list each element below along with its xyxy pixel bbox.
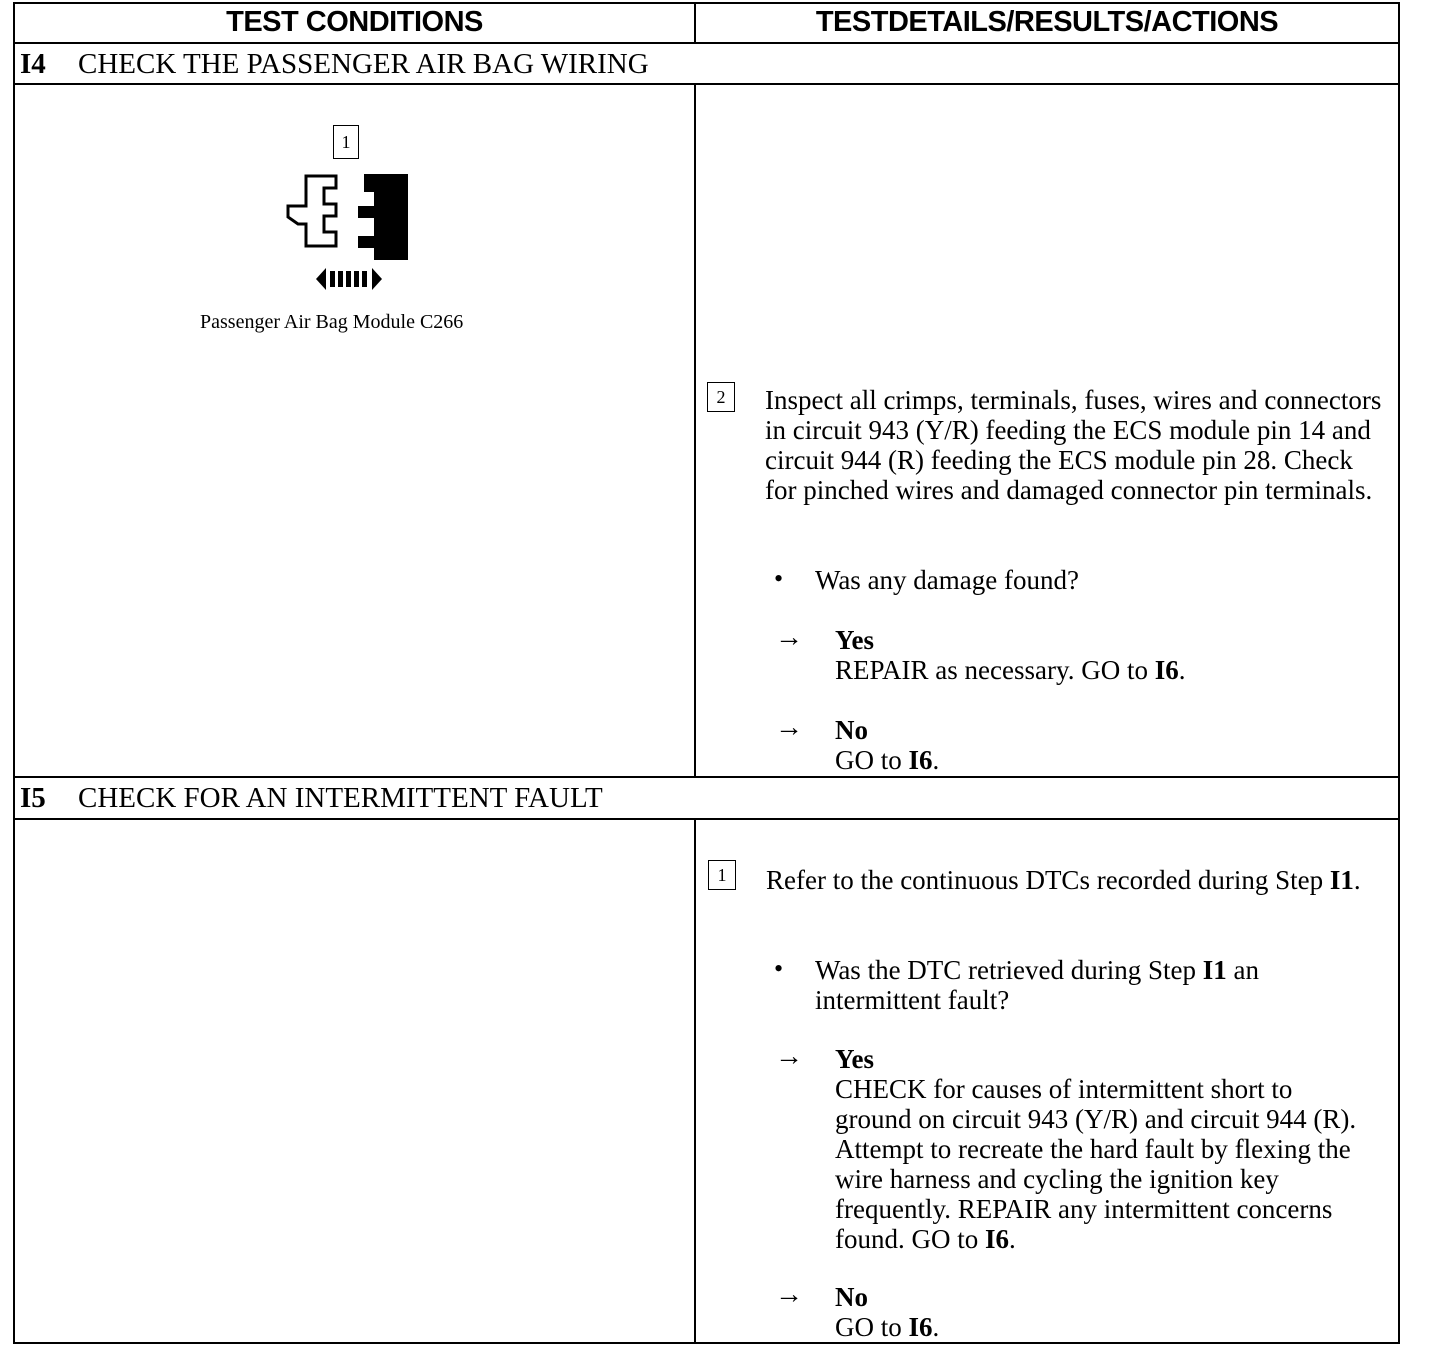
i4-yes-text: REPAIR as necessary. GO to I6. (835, 655, 1186, 685)
i4-no-goto: I6 (908, 745, 933, 775)
i4-left-step-box: 1 (333, 125, 359, 159)
i5-yes-text: CHECK for causes of intermittent short to ground on circuit 943 (Y/R) and circuit 944 (R). Attempt to recreate the hard fault by flexing the wire harness and cycling the ignition key frequently. REPAIR any intermittent concerns found. GO to I6. (835, 1074, 1357, 1254)
i4-no-text: GO to I6. (835, 745, 940, 775)
i4-yes-arrow: → (775, 622, 803, 653)
i5-question: Was the DTC retrieved during Step I1 an intermittent fault? (815, 955, 1259, 1015)
i4-step-id: I4 (20, 47, 46, 80)
i4-no-label: No (835, 715, 868, 745)
i5-instruction: Refer to the continuous DTCs recorded during Step I1. (766, 865, 1361, 895)
i4-no-arrow: → (775, 712, 803, 743)
column-divider-i4 (694, 83, 696, 778)
i5-no-goto: I6 (908, 1312, 933, 1342)
i4-title-rule (13, 83, 1400, 85)
i4-bullet: • (774, 564, 784, 593)
i5-no-label: No (835, 1282, 868, 1312)
i5-step-id: I5 (20, 781, 46, 814)
i5-yes-label: Yes (835, 1044, 874, 1074)
i4-instruction: Inspect all crimps, terminals, fuses, wires and connectors in circuit 943 (Y/R) feeding the ECS module pin 14 and circuit 944 (R) feeding the ECS module pin 28. Check for pinched wires and damaged connector pin terminals. (765, 385, 1382, 505)
header-test-conditions: TEST CONDITIONS (226, 5, 483, 38)
i4-yes-label: Yes (835, 625, 874, 655)
i5-yes-arrow: → (775, 1041, 803, 1072)
i5-bullet: • (774, 954, 784, 983)
i5-instruction-ref: I1 (1329, 865, 1354, 895)
i5-no-arrow: → (775, 1279, 803, 1310)
i4-question: Was any damage found? (815, 565, 1079, 595)
connector-caption: Passenger Air Bag Module C266 (200, 311, 464, 333)
i4-title-text: CHECK THE PASSENGER AIR BAG WIRING (78, 47, 649, 80)
i4-yes-goto: I6 (1154, 655, 1179, 685)
i5-title-rule (13, 818, 1400, 820)
i4-section-title (20, 46, 649, 82)
connector-disconnect-icon (280, 170, 415, 295)
i5-title-text: CHECK FOR AN INTERMITTENT FAULT (78, 781, 603, 814)
i4-right-step-box: 2 (707, 382, 735, 412)
i5-top-rule (13, 776, 1400, 778)
i5-section-title (20, 780, 603, 816)
i5-right-step-box: 1 (708, 860, 736, 890)
i5-yes-goto: I6 (985, 1224, 1010, 1254)
column-divider-i5 (694, 818, 696, 1344)
i5-question-ref: I1 (1202, 955, 1227, 985)
header-rule (13, 42, 1400, 44)
header-test-details: TESTDETAILS/RESULTS/ACTIONS (815, 5, 1279, 38)
i5-no-text: GO to I6. (835, 1312, 940, 1342)
